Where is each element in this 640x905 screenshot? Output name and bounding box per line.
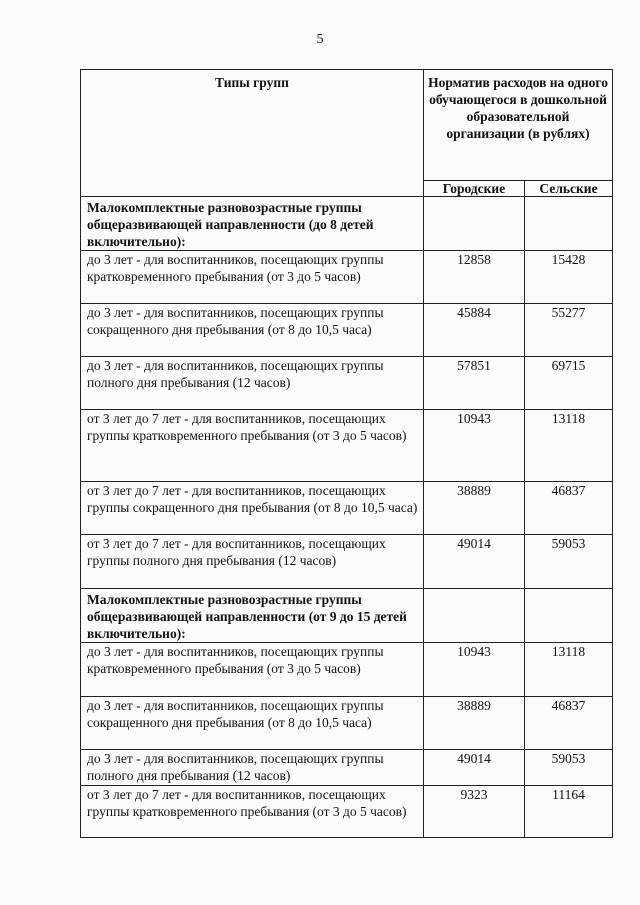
rural-value: 15428 xyxy=(525,251,613,304)
urban-value: 38889 xyxy=(424,697,525,750)
urban-value: 38889 xyxy=(424,482,525,535)
header-group-types: Типы групп xyxy=(81,70,424,197)
urban-value: 10943 xyxy=(424,643,525,697)
norms-table xyxy=(80,69,613,838)
group-label: до 3 лет - для воспитанников, посещающих группы сокращенного дня пребывания (от 8 до 10,5 часа) xyxy=(81,697,424,750)
rural-value: 69715 xyxy=(525,357,613,410)
table-row xyxy=(81,410,613,482)
urban-value: 49014 xyxy=(424,535,525,589)
urban-value: 49014 xyxy=(424,750,525,786)
rural-value: 46837 xyxy=(525,482,613,535)
table-row xyxy=(81,697,613,750)
group-label: до 3 лет - для воспитанников, посещающих группы кратковременного пребывания (от 3 до 5 часов) xyxy=(81,251,424,304)
urban-value: 12858 xyxy=(424,251,525,304)
group-label: от 3 лет до 7 лет - для воспитанников, посещающих группы кратковременного пребывания (от 3 до 5 часов) xyxy=(81,786,424,838)
group-label: от 3 лет до 7 лет - для воспитанников, посещающих группы сокращенного дня пребывания (от 8 до 10,5 часа) xyxy=(81,482,424,535)
urban-value: 10943 xyxy=(424,410,525,482)
rural-value: 11164 xyxy=(525,786,613,838)
rural-value: 13118 xyxy=(525,410,613,482)
header-urban: Городские xyxy=(424,181,525,197)
group-label: до 3 лет - для воспитанников, посещающих группы полного дня пребывания (12 часов) xyxy=(81,750,424,786)
header-norm: Норматив расходов на одного обучающегося в дошкольной образовательной организации (в рублях) xyxy=(424,70,613,181)
rural-value: 59053 xyxy=(525,535,613,589)
rural-value: 46837 xyxy=(525,697,613,750)
table-row xyxy=(81,643,613,697)
group-label: до 3 лет - для воспитанников, посещающих группы полного дня пребывания (12 часов) xyxy=(81,357,424,410)
table-row xyxy=(81,482,613,535)
section-row xyxy=(81,589,613,643)
table-row xyxy=(81,304,613,357)
group-label: до 3 лет - для воспитанников, посещающих группы кратковременного пребывания (от 3 до 5 часов) xyxy=(81,643,424,697)
section-title: Малокомплектные разновозрастные группы общеразвивающей направленности (от 9 до 15 детей включительно): xyxy=(81,589,424,643)
rural-value: 13118 xyxy=(525,643,613,697)
table-row xyxy=(81,750,613,786)
urban-value: 57851 xyxy=(424,357,525,410)
urban-value: 9323 xyxy=(424,786,525,838)
page-number: 5 xyxy=(316,32,324,47)
rural-value: 55277 xyxy=(525,304,613,357)
table-row xyxy=(81,535,613,589)
table-row xyxy=(81,357,613,410)
group-label: от 3 лет до 7 лет - для воспитанников, посещающих группы кратковременного пребывания (от 3 до 5 часов) xyxy=(81,410,424,482)
section-row xyxy=(81,197,613,251)
rural-value: 59053 xyxy=(525,750,613,786)
table-row xyxy=(81,251,613,304)
group-label: от 3 лет до 7 лет - для воспитанников, посещающих группы полного дня пребывания (12 часов) xyxy=(81,535,424,589)
urban-value: 45884 xyxy=(424,304,525,357)
section-title: Малокомплектные разновозрастные группы общеразвивающей направленности (до 8 детей включительно): xyxy=(81,197,424,251)
table-row xyxy=(81,786,613,838)
group-label: до 3 лет - для воспитанников, посещающих группы сокращенного дня пребывания (от 8 до 10,5 часа) xyxy=(81,304,424,357)
header-rural: Сельские xyxy=(525,181,613,197)
